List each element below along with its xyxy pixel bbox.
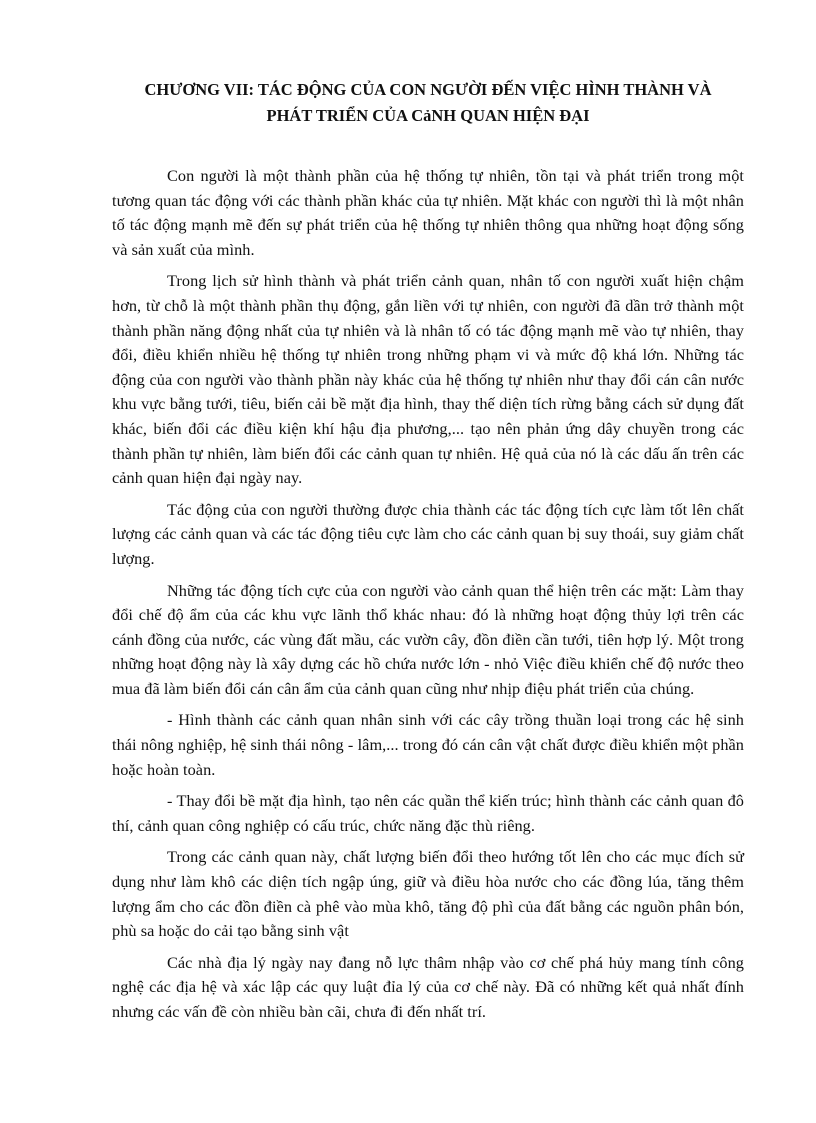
chapter-title-line-1: CHƯƠNG VII: TÁC ĐỘNG CỦA CON NGƯỜI ĐẾN VIỆC HÌNH THÀNH VÀ <box>144 80 712 99</box>
chapter-title-line-2: PHÁT TRIỂN CỦA CảNH QUAN HIỆN ĐẠI <box>266 106 590 125</box>
paragraph-3: Tác động của con người thường được chia thành các tác động tích cực làm tốt lên chất lượng các cảnh quan và các tác động tiêu cực làm cho các cảnh quan bị suy thoái, suy giảm chất lượng. <box>112 499 744 568</box>
paragraph-2: Trong lịch sử hình thành và phát triển cảnh quan, nhân tố con người xuất hiện chậm hơn, từ chỗ là một thành phần thụ động, gắn liền với tự nhiên, con người đã dần trở thành một thành phần năng động nhất của tự nhiên và là nhân tố có tác động mạnh mẽ vào tự nhiên, thay đổi, điều khiển nhiều hệ thống tự nhiên trong những phạm vi và mức độ khá lớn. Những tác động của con người vào thành phần này khác của hệ thống tự nhiên như thay đổi cán cân nước khu vực bằng tưới, tiêu, biến cải bề mặt địa hình, thay thế diện tích rừng bằng cách sử dụng đất khác, biến đổi các điều kiện khí hậu địa phương,... tạo nên phản ứng dây chuyền trong các thành phần tự nhiên, làm biến đổi các cảnh quan tự nhiên. Hệ quả của nó là các dấu ấn trên các cảnh quan hiện đại ngày nay. <box>112 271 744 488</box>
chapter-title <box>112 77 744 129</box>
paragraph-8: Các nhà địa lý ngày nay đang nỗ lực thâm nhập vào cơ chế phá hủy mang tính công nghệ các địa hệ và xác lập các quy luật đỉa lý của cơ chế này. Đã có những kết quả nhất đính nhưng các vấn đề còn nhiều bàn cãi, chưa đi đến nhất trí. <box>112 952 744 1021</box>
bullet-paragraph-1: - Hình thành các cảnh quan nhân sinh với các cây trồng thuần loại trong các hệ sinh thái nông nghiệp, hệ sinh thái nông - lâm,... trong đó cán cân vật chất được điều khiển một phần hoặc hoàn toàn. <box>112 710 744 779</box>
paragraph-4: Những tác động tích cực của con người vào cảnh quan thể hiện trên các mặt: Làm thay đổi chế độ ẩm của các khu vực lãnh thổ khác nhau: đó là những hoạt động thủy lợi trên các cánh đồng của nước, các vùng đất mầu, các vườn cây, đồn điền cần tưới, tiên hợp lý. Một trong những hoạt động này là xây dựng các hồ chứa nước lớn - nhỏ Việc điều khiển chế độ nước theo mua đã làm biến đổi cán cân ẩm của cảnh quan cũng như nhịp điệu phát triển của chúng. <box>112 580 744 698</box>
paragraph-7: Trong các cảnh quan này, chất lượng biến đổi theo hướng tốt lên cho các mục đích sử dụng như làm khô các diện tích ngập úng, giữ và điều hòa nước cho các đồng lúa, tăng thêm lượng ẩm cho các đồn điền cà phê vào mùa khô, tăng độ phì của đất bằng các nguồn phân bón, phù sa hoặc do cải tạo bằng sinh vật <box>112 847 744 941</box>
bullet-paragraph-2: - Thay đổi bề mặt địa hình, tạo nên các quần thể kiến trúc; hình thành các cảnh quan đô thí, cảnh quan công nghiệp có cấu trúc, chức năng đặc thù riêng. <box>112 791 744 835</box>
paragraph-1: Con người là một thành phần của hệ thống tự nhiên, tồn tại và phát triển trong một tương quan tác động với các thành phần khác của tự nhiên. Mặt khác con người thì là một nhân tố tác động mạnh mẽ đến sự phát triển của hệ thống tự nhiên thông qua những hoạt động sống và sản xuất của mình. <box>112 166 744 259</box>
